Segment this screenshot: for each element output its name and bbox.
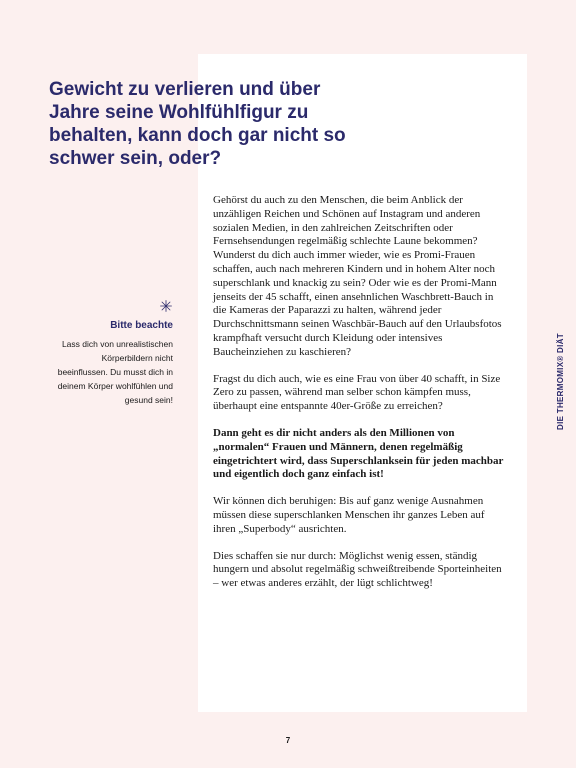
asterisk-star-icon <box>50 300 172 314</box>
body-text <box>213 194 507 604</box>
body-paragraph: Wir können dich beruhigen: Bis auf ganz wenige Ausnahmen müssen diese superschlanken Menschen ihr ganzes Leben auf ihren „Superbody“ ausrichten. <box>213 495 485 535</box>
body-paragraph: Gehörst du auch zu den Menschen, die beim Anblick der unzähligen Reichen und Schönen auf Instagram und anderen sozialen Medien, in den zahlreichen Zeitschriften oder Fernsehsendungen regelmäßig schlechte Laune bekommen? Wunderst du dich auch immer wieder, wie es Promi-Frauen schaffen, auch nach mehreren Kindern und in hohem Alter noch superschlank und knackig zu sein? Oder wie es der Promi-Mann jenseits der 45 schafft, einen ansehnlichen Waschbrett-Bauch in die Kameras der Paparazzi zu halten, während jeder Durchschnittsmann seinen Waschbär-Bauch auf den Urlaubsfotos krampfhaft versucht durch Kleidung oder intensives Baucheinziehen zu kaschieren? <box>213 194 502 358</box>
body-paragraph: Fragst du dich auch, wie es eine Frau von über 40 schafft, in Size Zero zu passen, während man selber schon kämpfen muss, überhaupt eine entspannte 40er-Größe zu erreichen? <box>213 372 501 413</box>
headline: Gewicht zu verlieren und über Jahre seine Wohlfühlfigur zu behalten, kann doch gar nicht so schwer sein, oder? <box>49 79 346 169</box>
note-text: Lass dich von unrealistischen Körperbildern nicht beeinflussen. Du musst dich in deinem Körper wohlfühlen und gesund sein! <box>57 339 173 405</box>
body-paragraph: Dies schaffen sie nur durch: Möglichst wenig essen, ständig hungern und absolut regelmäßig schweißtreibende Sporteinheiten – wer etwas anderes erzählt, der lügt schlichtweg! <box>213 549 502 590</box>
page-number: 7 <box>285 736 291 745</box>
book-title-label: DIE THERMOMIX® DIÄT <box>556 333 565 430</box>
note-title: Bitte beachte <box>110 320 173 331</box>
note-box <box>50 300 173 407</box>
body-paragraph-bold: Dann geht es dir nicht anders als den Millionen von „normalen“ Frauen und Männern, denen regelmäßig eingetrichtert wird, dass Superschlanksein für jeden machbar und eigentlich doch ganz einfach ist! <box>213 426 504 481</box>
